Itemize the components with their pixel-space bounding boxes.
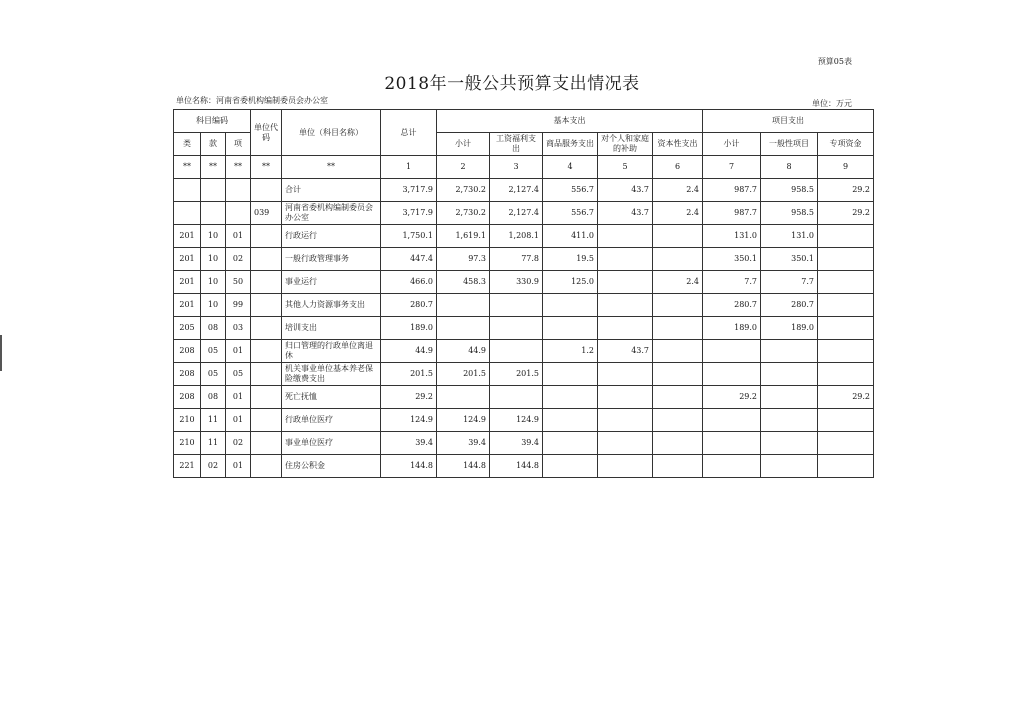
cell-wage: 124.9 <box>490 409 543 432</box>
cell-indiv: 43.7 <box>598 179 653 202</box>
header-general-project: 一般性项目 <box>761 133 818 156</box>
index-cell: 1 <box>381 156 437 179</box>
cell-special <box>818 225 874 248</box>
cell-capital <box>653 248 703 271</box>
cell-general <box>761 386 818 409</box>
cell-xiang: 05 <box>226 363 251 386</box>
cell-lei <box>174 202 201 225</box>
cell-lei: 210 <box>174 409 201 432</box>
cell-sub: 2,730.2 <box>437 202 490 225</box>
cell-code <box>251 432 282 455</box>
header-unit-subject-name: 单位（科目名称） <box>282 110 381 156</box>
cell-wage <box>490 386 543 409</box>
index-cell: 9 <box>818 156 874 179</box>
cell-name: 行政单位医疗 <box>282 409 381 432</box>
budget-table <box>173 109 874 478</box>
cell-sub: 201.5 <box>437 363 490 386</box>
cell-indiv <box>598 455 653 478</box>
cell-goods <box>543 409 598 432</box>
cell-psub: 189.0 <box>703 317 761 340</box>
cell-goods: 125.0 <box>543 271 598 294</box>
table-row <box>174 363 874 386</box>
cell-sub: 2,730.2 <box>437 179 490 202</box>
cell-special: 29.2 <box>818 179 874 202</box>
cell-psub: 131.0 <box>703 225 761 248</box>
cell-goods <box>543 386 598 409</box>
header-wages-welfare: 工资福利支出 <box>490 133 543 156</box>
cell-code <box>251 363 282 386</box>
cell-name: 住房公积金 <box>282 455 381 478</box>
cell-name: 归口管理的行政单位离退休 <box>282 340 381 363</box>
cell-code <box>251 455 282 478</box>
cell-psub <box>703 455 761 478</box>
table-row <box>174 409 874 432</box>
cell-psub <box>703 432 761 455</box>
cell-capital <box>653 225 703 248</box>
index-cell: ** <box>174 156 201 179</box>
cell-goods <box>543 317 598 340</box>
table-row <box>174 317 874 340</box>
cell-code <box>251 340 282 363</box>
cell-capital <box>653 432 703 455</box>
cell-sub <box>437 386 490 409</box>
cell-psub <box>703 363 761 386</box>
cell-indiv <box>598 271 653 294</box>
cell-xiang <box>226 202 251 225</box>
table-row <box>174 248 874 271</box>
cell-general <box>761 363 818 386</box>
cell-psub: 987.7 <box>703 202 761 225</box>
cell-kuan <box>201 179 226 202</box>
cell-general: 958.5 <box>761 179 818 202</box>
cell-sub: 124.9 <box>437 409 490 432</box>
cell-lei: 201 <box>174 294 201 317</box>
cell-wage <box>490 340 543 363</box>
cell-capital: 2.4 <box>653 202 703 225</box>
cell-total: 29.2 <box>381 386 437 409</box>
cell-wage: 201.5 <box>490 363 543 386</box>
cell-code <box>251 409 282 432</box>
cell-code: 039 <box>251 202 282 225</box>
cell-capital <box>653 294 703 317</box>
table-row <box>174 202 874 225</box>
cell-psub: 987.7 <box>703 179 761 202</box>
cell-kuan: 11 <box>201 409 226 432</box>
cell-goods: 556.7 <box>543 202 598 225</box>
cell-xiang: 01 <box>226 409 251 432</box>
cell-special <box>818 271 874 294</box>
index-cell: 2 <box>437 156 490 179</box>
cell-xiang: 50 <box>226 271 251 294</box>
cell-indiv <box>598 317 653 340</box>
header-kuan: 款 <box>201 133 226 156</box>
index-cell: 8 <box>761 156 818 179</box>
cell-wage <box>490 294 543 317</box>
form-number: 预算05表 <box>817 57 852 66</box>
cell-wage: 77.8 <box>490 248 543 271</box>
cell-psub: 350.1 <box>703 248 761 271</box>
cell-special <box>818 432 874 455</box>
cell-special <box>818 409 874 432</box>
cell-capital <box>653 317 703 340</box>
index-row <box>174 156 874 179</box>
header-individual-household: 对个人和家庭的补助 <box>598 133 653 156</box>
cell-total: 39.4 <box>381 432 437 455</box>
cell-special <box>818 455 874 478</box>
cell-kuan: 05 <box>201 340 226 363</box>
cell-psub <box>703 409 761 432</box>
cell-goods: 19.5 <box>543 248 598 271</box>
cell-wage: 2,127.4 <box>490 202 543 225</box>
cell-code <box>251 179 282 202</box>
cell-total: 44.9 <box>381 340 437 363</box>
cell-general: 958.5 <box>761 202 818 225</box>
cell-total: 201.5 <box>381 363 437 386</box>
index-cell: ** <box>226 156 251 179</box>
cell-goods <box>543 363 598 386</box>
index-cell: 6 <box>653 156 703 179</box>
header-xiang: 项 <box>226 133 251 156</box>
cell-lei: 221 <box>174 455 201 478</box>
cell-code <box>251 271 282 294</box>
header-subject-code: 科目编码 <box>174 110 251 133</box>
cell-general: 280.7 <box>761 294 818 317</box>
table-row <box>174 340 874 363</box>
cell-special: 29.2 <box>818 386 874 409</box>
cell-total: 1,750.1 <box>381 225 437 248</box>
cell-psub: 7.7 <box>703 271 761 294</box>
cell-kuan: 10 <box>201 294 226 317</box>
cell-name: 事业运行 <box>282 271 381 294</box>
cell-indiv <box>598 248 653 271</box>
cell-kuan: 10 <box>201 225 226 248</box>
cell-special <box>818 317 874 340</box>
cell-indiv: 43.7 <box>598 202 653 225</box>
cell-indiv: 43.7 <box>598 340 653 363</box>
cell-wage: 330.9 <box>490 271 543 294</box>
index-cell: ** <box>282 156 381 179</box>
index-cell: 4 <box>543 156 598 179</box>
cell-total: 3,717.9 <box>381 202 437 225</box>
header-basic-subtotal: 小计 <box>437 133 490 156</box>
cell-name: 行政运行 <box>282 225 381 248</box>
cell-general: 131.0 <box>761 225 818 248</box>
cell-general <box>761 409 818 432</box>
cell-code <box>251 225 282 248</box>
header-total: 总计 <box>381 110 437 156</box>
cell-goods: 1.2 <box>543 340 598 363</box>
cell-kuan: 10 <box>201 248 226 271</box>
cell-capital <box>653 363 703 386</box>
cell-xiang: 03 <box>226 317 251 340</box>
cell-lei: 208 <box>174 386 201 409</box>
table-row <box>174 455 874 478</box>
cell-name: 机关事业单位基本养老保险缴费支出 <box>282 363 381 386</box>
cell-name: 合计 <box>282 179 381 202</box>
cell-total: 189.0 <box>381 317 437 340</box>
cell-goods: 556.7 <box>543 179 598 202</box>
index-cell: 7 <box>703 156 761 179</box>
index-cell: ** <box>251 156 282 179</box>
header-unit-code: 单位代码 <box>251 110 282 156</box>
cell-special: 29.2 <box>818 202 874 225</box>
table-row <box>174 432 874 455</box>
cell-xiang: 02 <box>226 432 251 455</box>
page-title: 2018年一般公共预算支出情况表 <box>384 74 640 94</box>
cell-sub: 144.8 <box>437 455 490 478</box>
cell-general: 350.1 <box>761 248 818 271</box>
cell-goods <box>543 432 598 455</box>
cell-special <box>818 340 874 363</box>
cell-name: 培训支出 <box>282 317 381 340</box>
cell-general: 7.7 <box>761 271 818 294</box>
table-row <box>174 294 874 317</box>
unit-name: 单位名称：河南省委机构编制委员会办公室 <box>176 96 328 105</box>
cell-indiv <box>598 363 653 386</box>
cell-indiv <box>598 225 653 248</box>
cell-code <box>251 248 282 271</box>
cell-name: 其他人力资源事务支出 <box>282 294 381 317</box>
cell-kuan: 02 <box>201 455 226 478</box>
cell-sub <box>437 317 490 340</box>
cell-psub: 29.2 <box>703 386 761 409</box>
header-project-expenditure: 项目支出 <box>703 110 874 133</box>
cell-goods <box>543 455 598 478</box>
cell-psub: 280.7 <box>703 294 761 317</box>
cell-lei <box>174 179 201 202</box>
cell-capital: 2.4 <box>653 271 703 294</box>
cell-lei: 201 <box>174 225 201 248</box>
index-cell: ** <box>201 156 226 179</box>
cell-wage <box>490 317 543 340</box>
cell-capital <box>653 409 703 432</box>
cell-name: 河南省委机构编制委员会办公室 <box>282 202 381 225</box>
cell-kuan: 11 <box>201 432 226 455</box>
cell-kuan: 08 <box>201 317 226 340</box>
cell-xiang: 99 <box>226 294 251 317</box>
cell-general <box>761 455 818 478</box>
cell-general <box>761 432 818 455</box>
cell-wage: 144.8 <box>490 455 543 478</box>
cell-code <box>251 294 282 317</box>
cell-xiang: 01 <box>226 340 251 363</box>
cell-lei: 208 <box>174 363 201 386</box>
cell-kuan: 05 <box>201 363 226 386</box>
cell-wage: 2,127.4 <box>490 179 543 202</box>
cell-name: 事业单位医疗 <box>282 432 381 455</box>
header-project-subtotal: 小计 <box>703 133 761 156</box>
cell-general: 189.0 <box>761 317 818 340</box>
cell-name: 死亡抚恤 <box>282 386 381 409</box>
cell-xiang: 01 <box>226 455 251 478</box>
cell-indiv <box>598 294 653 317</box>
cell-code <box>251 386 282 409</box>
cell-lei: 201 <box>174 271 201 294</box>
cell-indiv <box>598 409 653 432</box>
cell-lei: 210 <box>174 432 201 455</box>
cell-indiv <box>598 386 653 409</box>
cell-total: 124.9 <box>381 409 437 432</box>
cell-capital: 2.4 <box>653 179 703 202</box>
cell-sub: 97.3 <box>437 248 490 271</box>
cell-lei: 205 <box>174 317 201 340</box>
cell-sub <box>437 294 490 317</box>
cell-wage: 1,208.1 <box>490 225 543 248</box>
cell-total: 280.7 <box>381 294 437 317</box>
header-special-fund: 专项资金 <box>818 133 874 156</box>
cell-xiang: 02 <box>226 248 251 271</box>
cell-total: 144.8 <box>381 455 437 478</box>
header-lei: 类 <box>174 133 201 156</box>
cell-total: 447.4 <box>381 248 437 271</box>
cell-xiang: 01 <box>226 386 251 409</box>
scan-edge-mark <box>0 335 2 371</box>
cell-sub: 458.3 <box>437 271 490 294</box>
cell-sub: 44.9 <box>437 340 490 363</box>
cell-sub: 39.4 <box>437 432 490 455</box>
cell-capital <box>653 340 703 363</box>
table-row <box>174 386 874 409</box>
index-cell: 3 <box>490 156 543 179</box>
currency-unit: 单位：万元 <box>812 99 852 108</box>
cell-capital <box>653 455 703 478</box>
cell-total: 466.0 <box>381 271 437 294</box>
table-row <box>174 271 874 294</box>
cell-goods <box>543 294 598 317</box>
cell-xiang: 01 <box>226 225 251 248</box>
cell-lei: 201 <box>174 248 201 271</box>
cell-general <box>761 340 818 363</box>
cell-sub: 1,619.1 <box>437 225 490 248</box>
cell-special <box>818 363 874 386</box>
index-cell: 5 <box>598 156 653 179</box>
cell-name: 一般行政管理事务 <box>282 248 381 271</box>
cell-xiang <box>226 179 251 202</box>
cell-wage: 39.4 <box>490 432 543 455</box>
table-row <box>174 179 874 202</box>
cell-capital <box>653 386 703 409</box>
header-capital: 资本性支出 <box>653 133 703 156</box>
cell-lei: 208 <box>174 340 201 363</box>
cell-total: 3,717.9 <box>381 179 437 202</box>
cell-special <box>818 248 874 271</box>
cell-indiv <box>598 432 653 455</box>
cell-psub <box>703 340 761 363</box>
cell-kuan: 10 <box>201 271 226 294</box>
cell-special <box>818 294 874 317</box>
cell-kuan <box>201 202 226 225</box>
header-basic-expenditure: 基本支出 <box>437 110 703 133</box>
header-goods-services: 商品服务支出 <box>543 133 598 156</box>
table-row <box>174 225 874 248</box>
cell-goods: 411.0 <box>543 225 598 248</box>
cell-code <box>251 317 282 340</box>
cell-kuan: 08 <box>201 386 226 409</box>
